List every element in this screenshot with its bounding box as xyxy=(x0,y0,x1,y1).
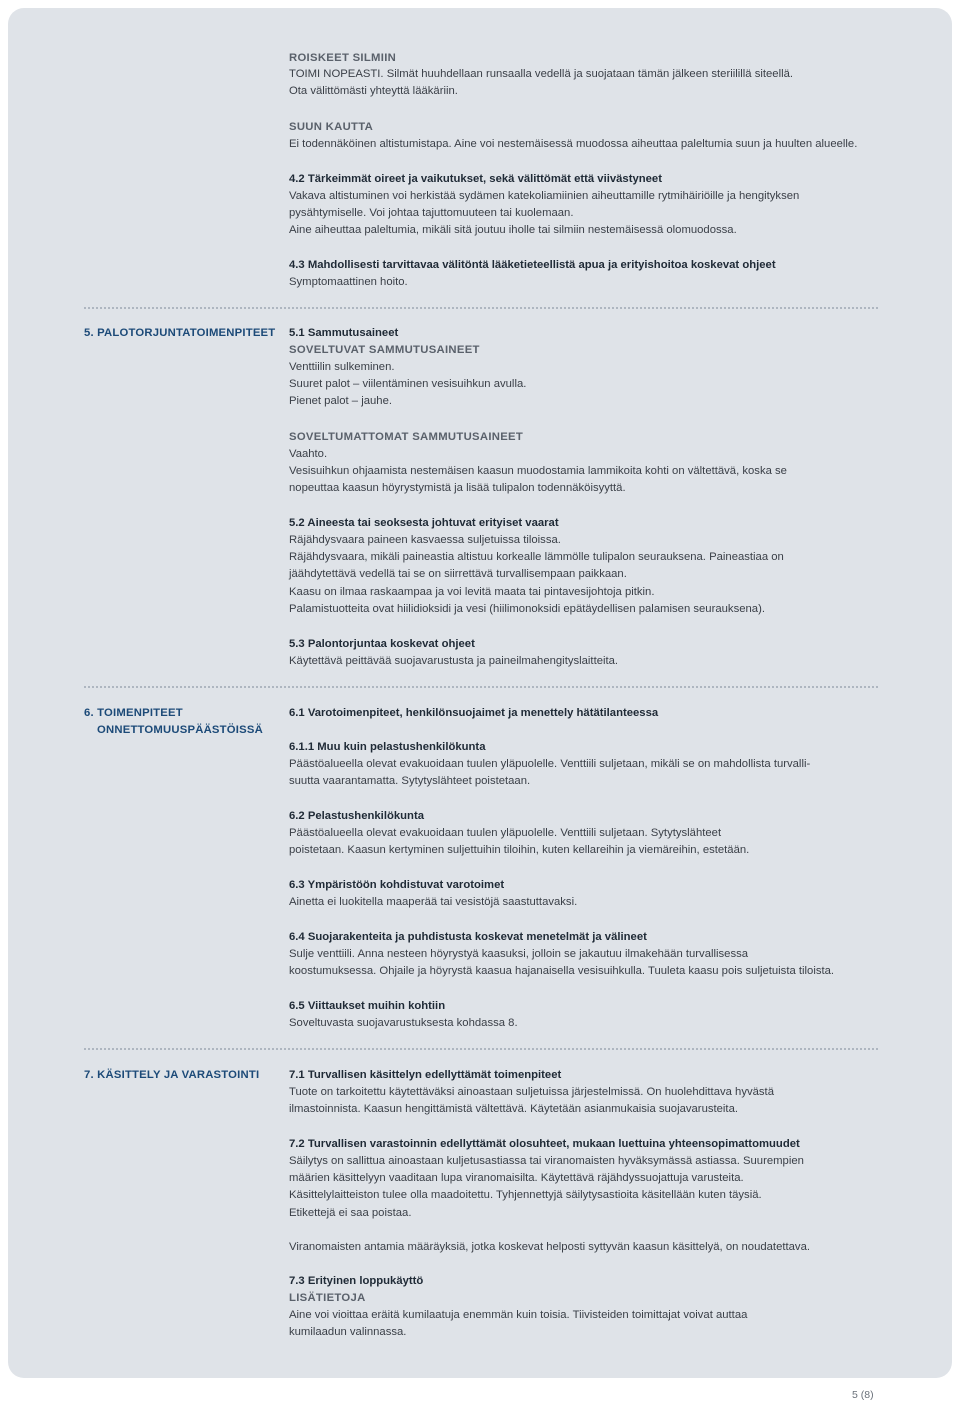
section-6-2-heading: 6.2 Pelastushenkilökunta xyxy=(289,810,424,822)
section-4-2-text xyxy=(289,188,799,240)
section-5-title: 5. PALOTORJUNTATOIMENPITEET xyxy=(84,327,276,339)
text-line: Vakava altistuminen voi herkistää sydämen katekoliamiinien aiheuttamille rytmihäiriöille ja hengityksen xyxy=(289,190,800,202)
section-6-3-text xyxy=(289,894,577,911)
text-line: määrien käsittelyyn vaaditaan lupa viranomaisilta. Käytettävä räjähdyssuojattuja varusteita. xyxy=(289,1172,744,1185)
section-4-3-text xyxy=(289,274,408,291)
text-line: Vesisuihkun ohjaamista nestemäisen kaasun muodostamia lammikoita kohti on vältettävä, koska se xyxy=(289,465,787,478)
section-7-2-note: Viranomaisten antamia määräyksiä, jotka koskevat helposti syttyvän kaasun käsittelyä, on noudatettava. xyxy=(289,1241,810,1253)
section-6-title-line: ONNETTOMUUSPÄÄSTÖISSÄ xyxy=(97,724,263,737)
section-divider xyxy=(84,307,878,309)
text-line: Ainetta ei luokitella maaperää tai vesistöjä saastuttavaksi. xyxy=(289,896,578,908)
text-line: Kaasu on ilmaa raskaampaa ja voi levitä maata tai pintavesijohtoja pitkin. xyxy=(289,585,655,598)
additional-info-heading: LISÄTIETOJA xyxy=(289,1292,366,1304)
text-line: Ota välittömästi yhteyttä lääkäriin. xyxy=(289,85,458,98)
unsuitable-agents-text xyxy=(289,446,787,498)
text-line: Sulje venttiili. Anna nesteen höyrystyä kaasuksi, jolloin se jakautuu ilmakehään turvallisessa xyxy=(289,948,749,960)
eyes-heading: ROISKEET SILMIIN xyxy=(289,52,397,64)
text-line: Ei todennäköinen altistumistapa. Aine voi nestemäisessä muodossa aiheuttaa paleltumia suun ja huulten alueelle. xyxy=(289,138,858,150)
section-6-1-1-heading: 6.1.1 Muu kuin pelastushenkilökunta xyxy=(289,741,486,753)
text-line: Räjähdysvaara, mikäli paineastia altistuu korkealle lämmölle tulipalon seurauksena. Paineastiaa on xyxy=(289,551,784,564)
text-line: koostumuksessa. Ohjaile ja höyrystä kaasua hajanaisella vesisuihkulla. Tuuleta kaasu pois suljetuista tiloista. xyxy=(289,965,835,978)
text-line: Suuret palot – viilentäminen vesisuihkun avulla. xyxy=(289,378,527,391)
text-line: Pienet palot – jauhe. xyxy=(289,395,393,408)
text-line: Aine aiheuttaa paleltumia, mikäli sitä joutuu iholle tai silmiin nestemäisessä olomuodossa. xyxy=(289,224,737,237)
page-number: 5 (8) xyxy=(852,1389,874,1401)
section-divider xyxy=(84,686,878,688)
text-line: Säilytys on sallittua ainoastaan kuljetusastiassa tai viranomaisten hyväksymässä astiassa. Suurempien xyxy=(289,1155,804,1167)
section-6-title-line: 6. TOIMENPITEET xyxy=(84,707,183,719)
text-line: Käsittelylaitteiston tulee olla maadoitettu. Tyhjennettyjä säilytysastioita käsitellään kuten täysiä. xyxy=(289,1189,762,1202)
text-line: Symptomaattinen hoito. xyxy=(289,276,408,288)
section-5-3-text xyxy=(289,653,618,670)
section-7-1-text xyxy=(289,1084,774,1118)
section-7-3-text xyxy=(289,1307,747,1341)
section-6-5-heading: 6.5 Viittaukset muihin kohtiin xyxy=(289,1000,446,1012)
section-5-2-heading: 5.2 Aineesta tai seoksesta johtuvat erityiset vaarat xyxy=(289,517,559,529)
section-6-3-heading: 6.3 Ympäristöön kohdistuvat varotoimet xyxy=(289,879,505,891)
section-7-2-heading: 7.2 Turvallisen varastoinnin edellyttämät olosuhteet, mukaan luettuina yhteensopimattomuudet xyxy=(289,1138,800,1150)
text-line: pysähtymiselle. Voi johtaa tajuttomuuteen tai kuolemaan. xyxy=(289,207,574,220)
text-line: nopeuttaa kaasun höyrystymistä ja lisää tulipalon todennäköisyyttä. xyxy=(289,482,626,495)
section-7-1-heading: 7.1 Turvallisen käsittelyn edellyttämät toimenpiteet xyxy=(289,1069,562,1081)
section-6-4-text xyxy=(289,946,834,980)
text-line: Aine voi vioittaa eräitä kumilaatuja enemmän kuin toisia. Tiivisteiden toimittajat voivat auttaa xyxy=(289,1309,748,1321)
section-5-3-heading: 5.3 Palontorjuntaa koskevat ohjeet xyxy=(289,638,475,650)
section-5-2-text xyxy=(289,532,784,618)
mouth-heading: SUUN KAUTTA xyxy=(289,121,374,133)
section-7-2-text xyxy=(289,1153,804,1222)
text-line: Palamistuotteita ovat hiilidioksidi ja vesi (hiilimonoksidi epätäydellisen palamisen seurauksena). xyxy=(289,602,765,615)
text-line: Vaahto. xyxy=(289,448,328,460)
eyes-text xyxy=(289,66,793,100)
unsuitable-agents-heading: SOVELTUMATTOMAT SAMMUTUSAINEET xyxy=(289,431,524,443)
section-6-4-heading: 6.4 Suojarakenteita ja puhdistusta koskevat menetelmät ja välineet xyxy=(289,931,647,943)
text-line: Venttiilin sulkeminen. xyxy=(289,361,395,373)
text-line: Räjähdysvaara paineen kasvaessa suljetuissa tiloissa. xyxy=(289,534,561,546)
section-6-5-text xyxy=(289,1015,518,1032)
text-line: jäähdytettävä vedellä tai se on siirrettävä turvallisempaan paikkaan. xyxy=(289,568,627,581)
section-5-1-heading: 5.1 Sammutusaineet xyxy=(289,327,399,339)
text-line: Tuote on tarkoitettu käytettäväksi ainoastaan suljetuissa järjestelmissä. On huolehdittava hyvästä xyxy=(289,1086,774,1098)
text-line: Päästöalueella olevat evakuoidaan tuulen yläpuolelle. Venttiili suljetaan. Sytytyslähteet xyxy=(289,827,722,839)
text-line: Päästöalueella olevat evakuoidaan tuulen yläpuolelle. Venttiili suljetaan, mikäli se on mahdollista turvalli- xyxy=(289,758,811,770)
suitable-agents-text xyxy=(289,359,526,411)
text-line: Soveltuvasta suojavarustuksesta kohdassa 8. xyxy=(289,1017,518,1029)
section-6-title xyxy=(84,705,263,739)
text-line: Etikettejä ei saa poistaa. xyxy=(289,1206,412,1219)
section-7-title: 7. KÄSITTELY JA VARASTOINTI xyxy=(84,1069,260,1081)
mouth-text xyxy=(289,136,857,153)
text-line: Käytettävä peittävää suojavarustusta ja paineilmahengityslaitteita. xyxy=(289,655,619,667)
section-4-2-heading: 4.2 Tärkeimmät oireet ja vaikutukset, sekä välittömät että viivästyneet xyxy=(289,173,662,185)
section-6-1-heading: 6.1 Varotoimenpiteet, henkilönsuojaimet ja menettely hätätilanteessa xyxy=(289,707,659,719)
section-6-1-1-text xyxy=(289,756,810,790)
text-line: suutta vaarantamatta. Sytytyslähteet poistetaan. xyxy=(289,775,531,788)
text-line: kumilaadun valinnassa. xyxy=(289,1326,407,1339)
section-7-3-heading: 7.3 Erityinen loppukäyttö xyxy=(289,1275,424,1287)
section-4-3-heading: 4.3 Mahdollisesti tarvittavaa välitöntä lääketieteellistä apua ja erityishoitoa koskevat ohjeet xyxy=(289,259,776,271)
section-6-2-text xyxy=(289,825,749,859)
text-line: poistetaan. Kaasun kertyminen suljettuihin tiloihin, kuten kellareihin ja viemäreihin, estetään. xyxy=(289,844,750,857)
text-line: TOIMI NOPEASTI. Silmät huuhdellaan runsaalla vedellä ja suojataan tämän jälkeen steriilillä siteellä. xyxy=(289,68,794,80)
text-line: ilmastoinnista. Kaasun hengittämistä vältettävä. Käytetään asianmukaisia suojavarusteita. xyxy=(289,1103,738,1116)
suitable-agents-heading: SOVELTUVAT SAMMUTUSAINEET xyxy=(289,344,480,356)
section-divider xyxy=(84,1048,878,1050)
